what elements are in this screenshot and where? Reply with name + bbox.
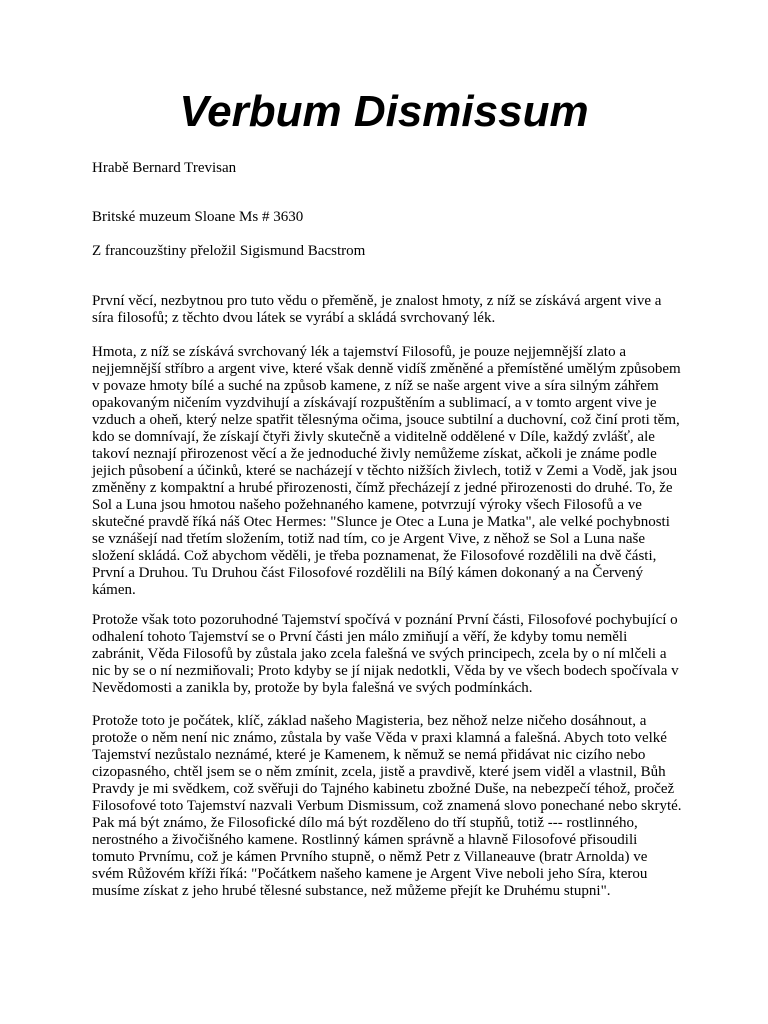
body-paragraph: Protože však toto pozoruhodné Tajemství spočívá v poznání První části, Filosofové pochybující o odhalení tohoto Tajemství se o První části jen málo zmiňují a věří, že kdyby tomu neměli zabránit, Věda Filosofů by zůstala jako zcela falešná ve svých principech, zcela by o ní mlčeli a nic by se o ní nezmiňovali; Proto kdyby se jí nijak nedotkli, Věda by ve všech bodech spočívala v Nevědomosti a zanikla by, protože by byla falešná ve svých podmínkách. (92, 612, 679, 696)
document-title: Verbum Dismissum (179, 87, 589, 136)
author-line: Hrabě Bernard Trevisan (92, 160, 237, 176)
body-paragraph: Protože toto je počátek, klíč, základ našeho Magisteria, bez něhož nelze ničeho dosáhnout, a protože o něm není nic známo, zůstala by vaše Věda v praxi klamná a falešná. Abych toto velké Tajemství nezůstalo neznámé, které je Kamenem, k němuž se nemá přidávat nic cizího nebo cizopasného, chtěl jsem se o něm zmínit, zcela, jistě a pravdivě, které jsem viděl a vlastnil, Bůh Pravdy je mi svědkem, což svěřuji do Tajného kabinetu zbožné Duše, na nebezpečí téhož, pročež Filosofové toto Tajemství nazvali Verbum Dismissum, což znamená slovo ponechané nebo skryté. Pak má být známo, že Filosofické dílo má být rozděleno do tří stupňů, totiž --- rostlinného, nerostného a živočišného kamene. Rostlinný kámen správně a hlavně Filosofové přisoudili tomuto Prvnímu, což je kámen Prvního stupně, o němž Petr z Villaneauve (bratr Arnolda) ve svém Růžovém kříži říká: "Počátkem našeho kamene je Argent Vive neboli jeho Síra, kterou musíme získat z jeho hrubé tělesné substance, než můžeme přejít ke Druhému stupni". (92, 713, 682, 899)
source-line: Britské muzeum Sloane Ms # 3630 (92, 209, 304, 225)
translator-line: Z francouzštiny přeložil Sigismund Bacstrom (92, 243, 366, 259)
body-paragraph: První věcí, nezbytnou pro tuto vědu o přeměně, je znalost hmoty, z níž se získává argent vive a síra filosofů; z těchto dvou látek se vyrábí a skládá svrchovaný lék. (92, 293, 662, 326)
body-paragraph: Hmota, z níž se získává svrchovaný lék a tajemství Filosofů, je pouze nejjemnější zlato a nejjemnější stříbro a argent vive, které však denně vidíš změněné a přemístěné umělým způsobem v povaze hmoty bílé a suché na způsob kamene, z níž se naše argent vive a síra silným záhřem opakovaným ničením vyzdvihují a získávají rozpuštěním a sublimací, a v tomto argent vive je vzduch a oheň, který nelze spatřit tělesnýma očima, jsouce subtilní a duchovní, což činí proti těm, kdo se domnívají, že získají čtyři živly skutečně a viditelně oddělené v Díle, každý zvlášť, ale takoví neznají přirozenost věcí a že jednoduché živly nemůžeme získat, ačkoli je známe podle jejich působení a účinků, které se nacházejí v těchto nižších živlech, totiž v Zemi a Vodě, jak jsou změněny z kompaktní a hrubé přirozenosti, čímž přecházejí z jedné přirozenosti do druhé. To, že Sol a Luna jsou hmotou našeho požehnaného kamene, potvrzují výroky všech Filosofů a ve skutečné pravdě říká náš Otec Hermes: "Slunce je Otec a Luna je Matka", ale velké pochybnosti se vznášejí nad třetím složením, totiž nad tím, co je Argent Vive, z něhož se Sol a Luna naše složení skládá. Což abychom věděli, je třeba poznamenat, že Filosofové rozdělili na dvě části, První a Druhou. Tu Druhou část Filosofové rozdělili na Bílý kámen dokonaný a na Červený kámen. (92, 344, 681, 598)
